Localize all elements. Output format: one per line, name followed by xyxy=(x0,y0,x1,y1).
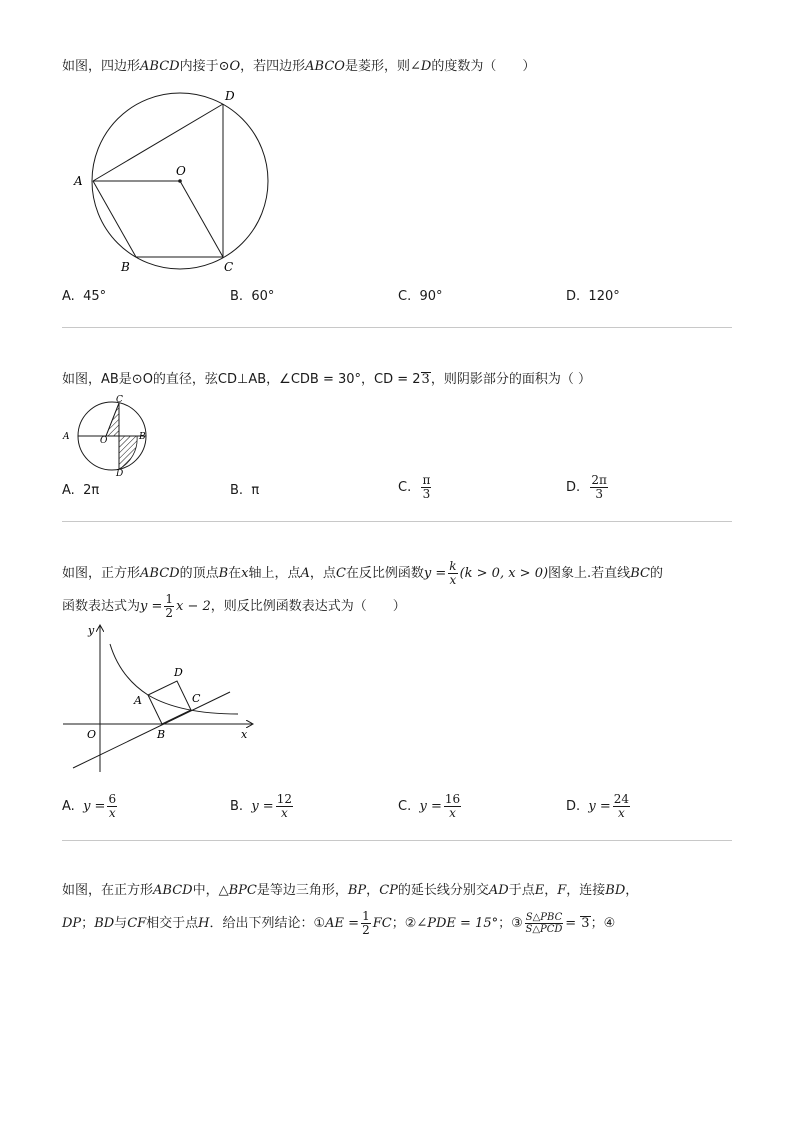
q3-text: 的顶点 xyxy=(179,566,219,581)
q2-option-b[interactable] xyxy=(230,481,259,501)
option-letter: C. xyxy=(398,799,412,814)
fraction-numerator: π xyxy=(422,473,431,487)
q1-center-dot xyxy=(178,179,182,183)
option-text: 90° xyxy=(419,289,443,304)
q2-label-b: B xyxy=(139,432,146,442)
q4-equals: = xyxy=(565,916,577,931)
q2-option-a[interactable] xyxy=(62,481,99,501)
q3-text: 的 xyxy=(649,566,663,581)
q4-text: 相交于点 xyxy=(146,916,199,931)
q3-option-a[interactable] xyxy=(62,793,119,820)
q3-math: B xyxy=(218,566,229,581)
q3-option-b[interactable] xyxy=(230,793,295,820)
q1-figure xyxy=(60,82,290,282)
q4-math: △BPC xyxy=(218,883,257,898)
q3-math: A xyxy=(300,566,310,581)
q4-text: ， xyxy=(544,883,558,898)
divider-2 xyxy=(62,521,732,522)
option-letter: A. xyxy=(62,289,75,304)
q4-math: ABCD xyxy=(153,883,193,898)
q2-label-c: C xyxy=(116,395,123,405)
q1-option-c[interactable] xyxy=(398,287,443,307)
q3-math: x xyxy=(241,566,249,581)
option-letter: D. xyxy=(566,799,581,814)
q3-text: 图象上.若直线 xyxy=(548,566,631,581)
q4-math: F xyxy=(557,883,567,898)
q3-math: y = xyxy=(423,566,447,581)
q1-segment-oc xyxy=(180,181,223,257)
option-text: 45° xyxy=(83,289,107,304)
option-letter: B. xyxy=(230,289,244,304)
q2-option-d[interactable] xyxy=(566,474,610,501)
option-letter: D. xyxy=(566,289,581,304)
q3-label-x: x xyxy=(241,728,248,741)
fraction-denominator: 3 xyxy=(595,487,603,501)
q1-stem-circle-o: ⊙O xyxy=(218,59,241,74)
fraction-denominator: x xyxy=(618,806,625,820)
option-letter: C. xyxy=(398,480,412,495)
q2-stem xyxy=(62,370,591,390)
q1-stem-text-3: ，若四边形 xyxy=(240,59,306,74)
q1-segment-ad xyxy=(93,104,223,181)
option-lhs: y = xyxy=(251,799,274,814)
fraction-numerator: 6 xyxy=(108,792,117,806)
q4-text: ， xyxy=(625,883,639,898)
q4-text: ．给出下列结论：① xyxy=(209,916,326,931)
q3-math: BC xyxy=(630,566,650,581)
q3-stem-line-1 xyxy=(62,556,663,592)
q1-label-c: C xyxy=(224,260,234,274)
q4-stem-line-1 xyxy=(62,881,638,901)
q1-stem xyxy=(62,57,535,77)
option-text: π xyxy=(251,483,260,498)
q1-stem-abcd: ABCD xyxy=(140,59,180,74)
q3-stem-line-2 xyxy=(62,590,406,624)
q3-figure xyxy=(60,622,260,777)
option-lhs: y = xyxy=(83,799,106,814)
q4-math: CP xyxy=(379,883,398,898)
option-text: 2π xyxy=(83,483,100,498)
divider-1 xyxy=(62,327,732,328)
fraction-numerator: S△PBC xyxy=(525,912,563,923)
q3-fraction-half xyxy=(164,593,174,620)
q1-stem-abco: ABCO xyxy=(305,59,345,74)
q4-math: H xyxy=(198,916,210,931)
fraction-numerator: 24 xyxy=(613,792,630,806)
q2-label-o: O xyxy=(100,436,108,446)
q1-stem-text-1: 如图，四边形 xyxy=(62,59,141,74)
q4-sqrt: 3 xyxy=(581,916,590,931)
q3-label-y: y xyxy=(88,624,95,637)
q3-fraction-k-over-x xyxy=(448,560,457,587)
q3-math: C xyxy=(335,566,346,581)
q1-label-d: D xyxy=(225,89,235,103)
q2-label-a: A xyxy=(63,432,70,442)
option-letter: D. xyxy=(566,480,581,495)
q4-text: ；③ xyxy=(498,916,523,931)
fraction-numerator: 1 xyxy=(362,909,370,923)
option-letter: B. xyxy=(230,483,244,498)
q1-stem-text-2: 内接于 xyxy=(179,59,219,74)
q2-stem-sqrt: 3 xyxy=(421,372,430,387)
q2-label-d: D xyxy=(116,469,124,477)
option-fraction xyxy=(613,793,630,820)
q2-shaded-region-bottom xyxy=(119,436,137,469)
q4-stem-line-2 xyxy=(62,906,615,942)
option-fraction xyxy=(444,793,461,820)
q3-math: (k > 0, x > 0) xyxy=(459,566,549,581)
option-fraction xyxy=(421,474,431,501)
option-letter: B. xyxy=(230,799,244,814)
fraction-denominator: x xyxy=(280,806,288,820)
fraction-denominator: S△PCD xyxy=(525,924,563,935)
q1-option-b[interactable] xyxy=(230,287,274,307)
q4-math: AE = xyxy=(325,916,360,931)
q4-text: 于点 xyxy=(508,883,535,898)
q4-math: BD xyxy=(605,883,626,898)
q3-hyperbola xyxy=(110,644,238,714)
q3-math: ABCD xyxy=(140,566,180,581)
q4-math: E xyxy=(534,883,545,898)
q4-text: ；② xyxy=(391,916,417,931)
fraction-denominator: x xyxy=(449,573,457,587)
fraction-numerator: 2π xyxy=(591,473,607,487)
fraction-denominator: x xyxy=(449,806,456,820)
option-text: 120° xyxy=(588,289,620,304)
q4-text: ；④ xyxy=(590,916,616,931)
q3-option-c[interactable] xyxy=(398,793,463,820)
q2-stem-text-2: ，则阴影部分的面积为（ ） xyxy=(430,372,591,387)
q1-option-a[interactable] xyxy=(62,287,106,307)
q3-option-d[interactable] xyxy=(566,793,632,820)
q2-figure xyxy=(60,393,160,477)
q4-text: 与 xyxy=(114,916,128,931)
option-letter: C. xyxy=(398,289,412,304)
q3-label-b: B xyxy=(157,728,166,741)
q1-label-b: B xyxy=(121,260,130,274)
option-fraction xyxy=(276,793,293,820)
q4-fraction-area-ratio xyxy=(525,912,563,935)
q4-text: ； xyxy=(81,916,95,931)
q4-math: BD xyxy=(94,916,115,931)
q2-stem-text: 如图，AB是⊙O的直径，弦CD⊥AB，∠CDB = 30°，CD = 2 xyxy=(62,372,421,387)
q3-text: 如图，正方形 xyxy=(62,566,141,581)
q4-math: DP xyxy=(62,916,82,931)
fraction-denominator: 2 xyxy=(165,606,174,620)
q4-math: ∠PDE = 15° xyxy=(416,916,499,931)
q3-math: y = xyxy=(140,599,163,614)
q1-segment-ab xyxy=(93,181,136,257)
q3-square-abcd xyxy=(148,681,191,724)
option-text: 60° xyxy=(251,289,275,304)
q4-text: ，连接 xyxy=(566,883,606,898)
q4-fraction-half xyxy=(361,910,371,937)
q4-text: 是等边三角形， xyxy=(256,883,348,898)
q1-label-o: O xyxy=(176,164,186,178)
option-lhs: y = xyxy=(419,799,442,814)
q1-stem-text-5: 的度数为（ ） xyxy=(431,59,536,74)
q1-option-d[interactable] xyxy=(566,287,620,307)
q3-text: ，点 xyxy=(309,566,336,581)
option-lhs: y = xyxy=(588,799,611,814)
fraction-denominator: x xyxy=(108,806,116,820)
fraction-numerator: 1 xyxy=(165,592,174,606)
q3-label-c: C xyxy=(192,692,201,705)
q4-text: 如图，在正方形 xyxy=(62,883,154,898)
fraction-denominator: 3 xyxy=(422,487,431,501)
q3-text: ，则反比例函数表达式为（ ） xyxy=(210,599,406,614)
q4-text: 的延长线分别交 xyxy=(397,883,489,898)
option-letter: A. xyxy=(62,799,75,814)
q3-text: 在 xyxy=(228,566,242,581)
q1-label-a: A xyxy=(74,174,83,188)
q4-math: FC xyxy=(372,916,392,931)
fraction-numerator: 12 xyxy=(276,792,292,806)
q4-math: CF xyxy=(127,916,147,931)
q3-text: 在反比例函数 xyxy=(345,566,424,581)
q4-math: BP xyxy=(347,883,367,898)
fraction-numerator: 16 xyxy=(444,792,461,806)
q3-math: x − 2 xyxy=(176,599,211,614)
q1-stem-text-4: 是菱形，则 xyxy=(344,59,410,74)
q3-label-o: O xyxy=(87,728,97,741)
q4-text: ， xyxy=(366,883,380,898)
q1-stem-angle-d: ∠D xyxy=(409,59,432,74)
option-fraction xyxy=(107,793,117,820)
fraction-numerator: k xyxy=(449,559,457,573)
q4-text: 中， xyxy=(192,883,219,898)
q3-label-d: D xyxy=(174,666,183,679)
q4-math: AD xyxy=(488,883,509,898)
fraction-denominator: 2 xyxy=(362,923,370,937)
option-fraction xyxy=(590,474,608,501)
q3-text: 函数表达式为 xyxy=(62,599,141,614)
divider-3 xyxy=(62,840,732,841)
q3-text: 轴上，点 xyxy=(248,566,301,581)
q3-label-a: A xyxy=(134,694,142,707)
q2-option-c[interactable] xyxy=(398,474,433,501)
option-letter: A. xyxy=(62,483,75,498)
